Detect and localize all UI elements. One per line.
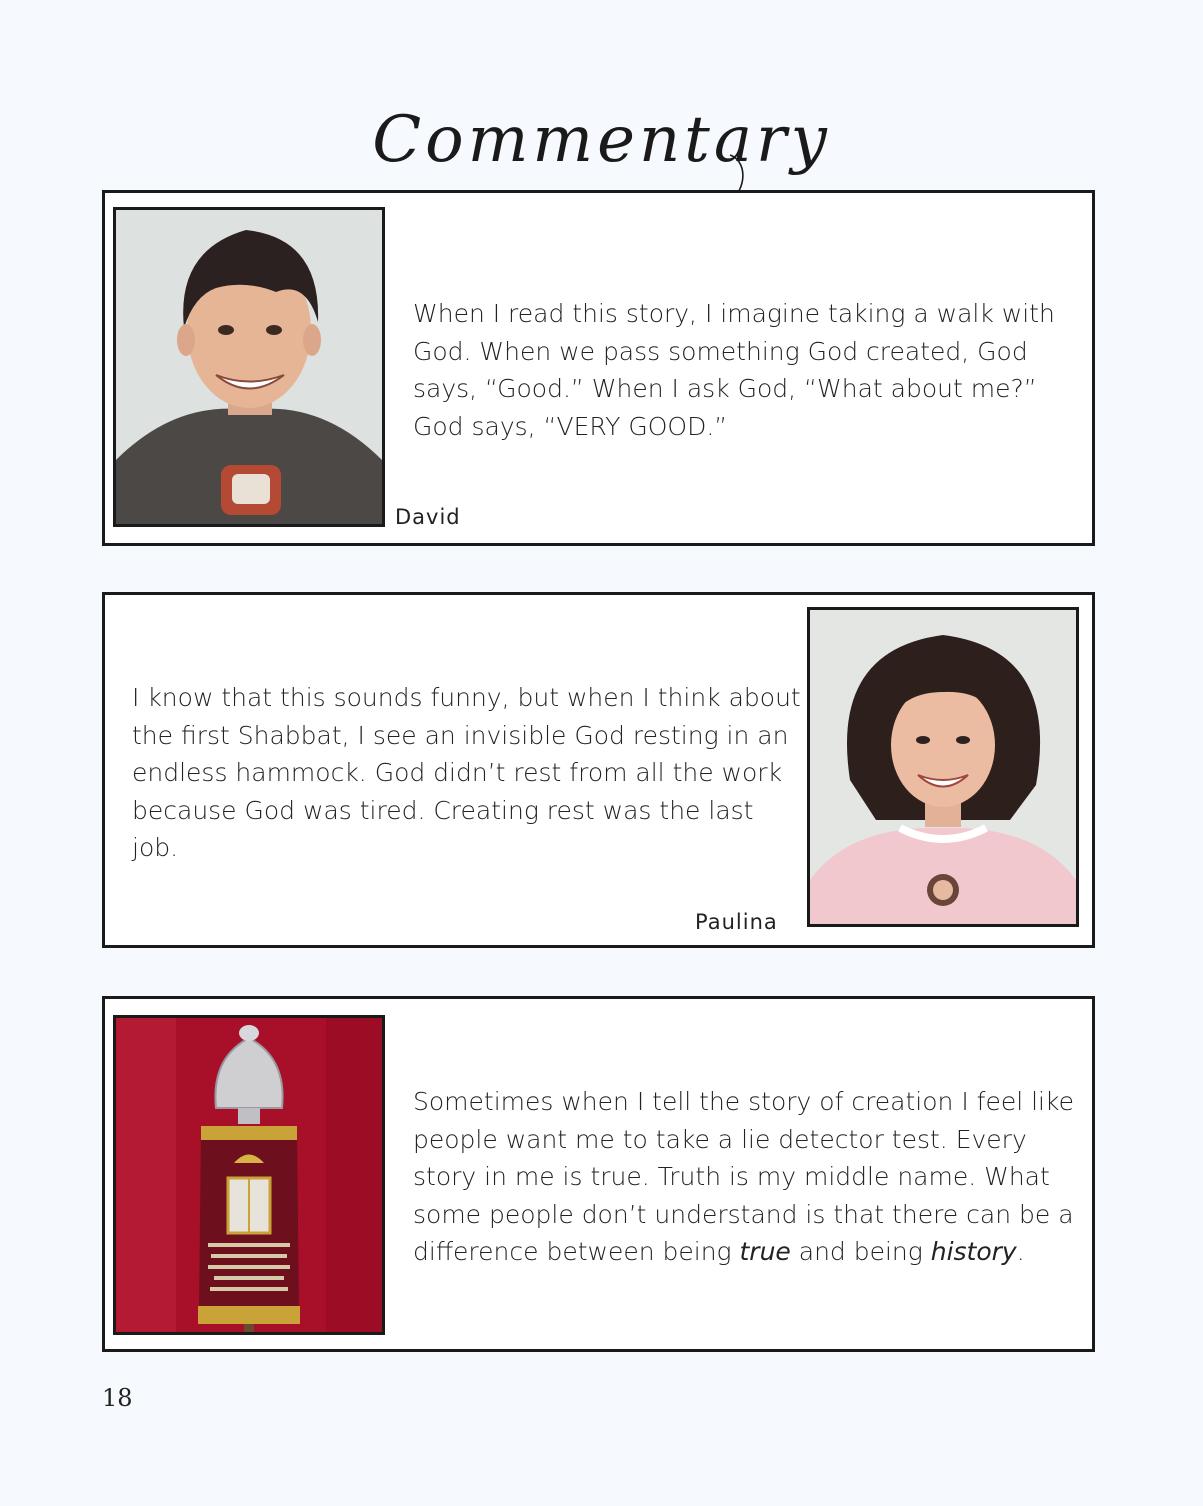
- quote-emphasis-history: history: [930, 1237, 1017, 1266]
- page-number: 18: [102, 1384, 133, 1412]
- boy-portrait-photo: [113, 207, 385, 527]
- torah-scroll-photo: [113, 1015, 385, 1335]
- quote-emphasis-true: true: [739, 1237, 791, 1266]
- author-name: David: [395, 505, 461, 529]
- commentary-quote: When I read this story, I imagine taking a walk with God. When we pass something God created, God says, “Good.” When I ask God, “What about me?” God says, “VERY GOOD.”: [413, 299, 1055, 441]
- commentary-card-david: [102, 190, 1095, 546]
- quote-text-part: .: [1016, 1237, 1025, 1266]
- commentary-quote: I know that this sounds funny, but when I think about the first Shabbat, I see an invisible God resting in an endless hammock. God didn’t rest from all the work because God was tired. Creating rest was the last job.: [132, 683, 801, 862]
- quote-text-part: Sometimes when I tell the story of creation I feel like people want me to take a lie detector test. Every story in me is true. Truth is my middle name. What some people don’t understand is that there can be a difference between being: [413, 1087, 1074, 1266]
- girl-portrait-photo: [807, 607, 1079, 927]
- quote-text-part: and being: [790, 1237, 931, 1266]
- page-title: Commentary: [372, 103, 831, 177]
- commentary-card-paulina: [102, 592, 1095, 948]
- author-name: Paulina: [695, 910, 778, 934]
- commentary-quote: [413, 1083, 1083, 1271]
- commentary-card-torah: [102, 996, 1095, 1352]
